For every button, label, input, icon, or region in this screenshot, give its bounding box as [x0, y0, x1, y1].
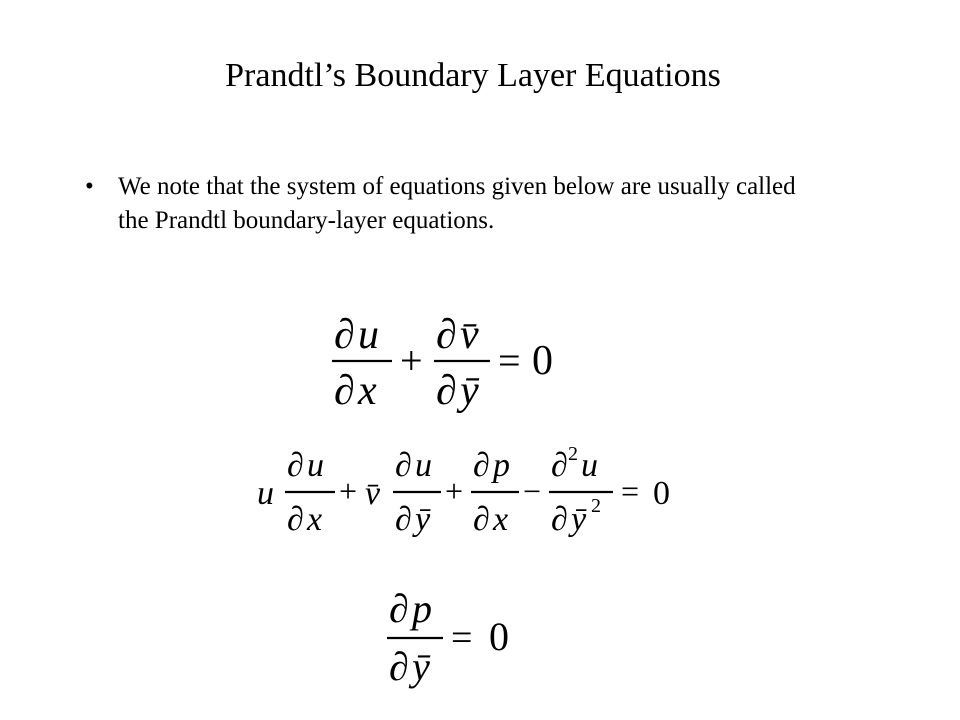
fraction-dv-dy	[434, 312, 490, 414]
equals-sign: =	[498, 338, 521, 383]
fraction-du-dy	[393, 447, 441, 538]
partial-symbol: ∂	[287, 501, 304, 538]
equals-sign: =	[621, 473, 640, 509]
denominator-x: x	[358, 368, 377, 414]
fraction-dp-dx	[471, 447, 519, 538]
bullet-marker: •	[85, 173, 94, 200]
partial-symbol: ∂	[389, 644, 409, 689]
partial-symbol: ∂	[436, 312, 457, 358]
equation-continuity	[330, 300, 570, 420]
bullet-text: We note that the system of equations given below are usually called the Prandtl boundary-layer equations.	[118, 173, 796, 234]
denominator-y-bar: ȳ	[412, 644, 430, 689]
partial-symbol: ∂	[334, 312, 355, 358]
fraction-d2u-dy2	[549, 443, 613, 538]
partial-symbol: ∂	[473, 501, 490, 538]
equals-sign: =	[451, 617, 473, 659]
partial-symbol: ∂	[287, 447, 304, 484]
fraction-du-dx	[285, 447, 335, 538]
numerator-p: p	[412, 586, 432, 631]
minus-sign: −	[523, 473, 542, 509]
rhs-zero: 0	[489, 614, 509, 659]
denominator-x: x	[493, 501, 509, 538]
fraction-dp-dy	[387, 586, 443, 689]
fraction-du-dx	[332, 312, 392, 414]
partial-symbol: ∂	[473, 447, 490, 484]
plus-sign: +	[339, 473, 358, 509]
slide-title: Prandtl’s Boundary Layer Equations	[225, 57, 721, 94]
partial-symbol: ∂	[395, 501, 412, 538]
partial-symbol: ∂	[551, 447, 568, 484]
partial-symbol: ∂	[551, 501, 568, 538]
denominator-y-bar: ȳ	[415, 501, 431, 538]
numerator-u: u	[415, 447, 432, 484]
coefficient-u: u	[257, 475, 274, 512]
partial-symbol: ∂	[436, 368, 457, 414]
equation-momentum-x	[255, 440, 685, 545]
denominator-x: x	[307, 501, 323, 538]
equation-momentum-y	[385, 580, 535, 690]
rhs-zero: 0	[653, 475, 670, 512]
rhs-zero: 0	[532, 338, 553, 384]
superscript-two: 2	[591, 495, 601, 517]
superscript-two: 2	[568, 443, 578, 465]
partial-symbol: ∂	[334, 368, 355, 414]
coefficient-v-bar: v̄	[365, 475, 381, 512]
numerator-u: u	[358, 312, 379, 358]
denominator-y-bar: ȳ	[460, 368, 479, 414]
plus-sign: +	[445, 473, 464, 509]
plus-sign: +	[400, 338, 423, 383]
numerator-u: u	[307, 447, 324, 484]
numerator-v-bar: v̄	[460, 312, 479, 358]
denominator-y-bar: ȳ	[571, 501, 587, 538]
partial-symbol: ∂	[395, 447, 412, 484]
numerator-p: p	[493, 447, 510, 484]
partial-symbol: ∂	[389, 586, 409, 631]
numerator-u: u	[581, 447, 598, 484]
